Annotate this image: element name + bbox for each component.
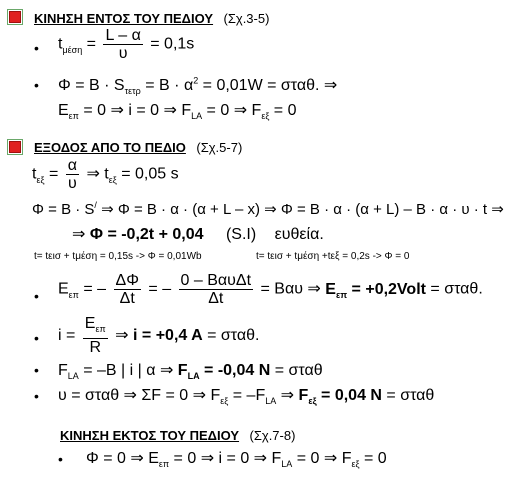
bullet: • <box>34 362 39 378</box>
s1-phi-end: = 0,01W = σταθ. ⇒ <box>198 77 338 94</box>
section-marker-square <box>9 11 21 23</box>
s3-c-sub: εξ <box>351 459 360 470</box>
s2-emf-den1: Δt <box>119 290 135 307</box>
s2-u-mid: = –F <box>228 387 266 404</box>
s2-note-2: t= tεισ + tμέση +tεξ = 0,2s -> Φ = 0 <box>256 251 410 262</box>
s2-i-mid: ⇒ <box>115 326 134 344</box>
s1-emf-line <box>58 100 297 121</box>
s1-t-den: υ <box>118 45 128 62</box>
bullet: • <box>34 77 39 93</box>
section-3-heading <box>60 427 295 445</box>
s1-l3a-sub: επ <box>68 111 79 122</box>
s2-i-num: E <box>84 315 96 332</box>
s2-t-sub: εξ <box>36 174 45 185</box>
s2-phi-result: Φ = -0,2t + 0,04 <box>89 226 204 243</box>
s1-flux-equation <box>58 75 337 96</box>
s2-t-den: υ <box>67 175 77 192</box>
section-1-heading <box>34 10 269 28</box>
s2-f-mid: = –B | i | α ⇒ <box>78 362 178 379</box>
s1-phi: Φ = B · S <box>58 77 125 94</box>
section-3-title: ΚΙΝΗΣΗ ΕΚΤΟΣ ΤΟΥ ΠΕΔΙΟΥ <box>60 428 240 443</box>
s2-phi-unit: (S.I) <box>225 226 257 243</box>
s1-time-equation: $t_{\mu έ\sigma\eta}$ = $\frac{L - \alpha}{\upsilon}$ = 0,1s <box>58 27 195 62</box>
s2-f-res-pre: F <box>177 362 188 379</box>
s2-emf-end: = σταθ. <box>425 280 483 298</box>
s2-emf-num1: ΔΦ <box>115 272 139 289</box>
s2-u-res-pre: F <box>298 387 309 404</box>
s2-time-equation <box>32 157 179 192</box>
s3-b-sub: LA <box>281 459 293 470</box>
s2-phi-line: Φ = B · S <box>32 201 95 218</box>
s2-i-num-wrap <box>83 315 108 339</box>
s2-t-sub2: εξ <box>108 174 117 185</box>
section-3-ref: (Σχ.7-8) <box>249 428 296 443</box>
s2-flux-line <box>32 200 504 218</box>
s2-f-res-sub: LA <box>187 371 200 382</box>
s2-emf-den2: Δt <box>208 290 224 307</box>
s1-t-fraction <box>103 27 142 62</box>
s2-current-equation <box>58 315 259 356</box>
s2-f-sub: LA <box>67 371 79 382</box>
s1-l3c-sub: εξ <box>261 111 270 122</box>
s2-t-eq: = <box>44 165 63 183</box>
s1-phi-sup: 2 <box>193 75 199 86</box>
section-2-ref: (Σχ.5-7) <box>196 140 243 155</box>
s2-i-lhs: i = <box>58 326 80 344</box>
bullet: • <box>34 388 39 404</box>
s2-i-den: R <box>89 339 102 357</box>
s1-l3b-sub: LA <box>191 111 203 122</box>
s2-emf-lhs: E <box>58 280 69 298</box>
s1-phi-rest: = B · α <box>140 77 194 94</box>
s2-u-line: υ = σταθ ⇒ ΣF = 0 ⇒ F <box>58 387 221 404</box>
s2-emf-num2: 0 – BαυΔt <box>180 272 252 289</box>
s1-l3a: E <box>58 102 69 119</box>
s2-emf-sub: επ <box>68 289 79 300</box>
s2-i-num-sub: επ <box>95 324 106 335</box>
s2-f-res: = -0,04 N <box>199 362 271 379</box>
s2-phi-desc: ευθεία. <box>274 226 324 243</box>
bullet: • <box>34 330 39 346</box>
s2-emf-eq2: = – <box>148 280 172 298</box>
s2-phi-pre: ⇒ <box>72 226 90 243</box>
s1-t-rhs: = 0,1s <box>150 35 195 53</box>
s2-u-sub2: LA <box>265 396 277 407</box>
s2-i-res: i = +0,4 A <box>133 326 203 344</box>
s2-u-sub1: εξ <box>220 396 229 407</box>
s2-emf-fraction-1 <box>114 272 141 307</box>
s2-u-mid2: ⇒ <box>276 387 299 404</box>
s2-t-fraction <box>66 157 79 192</box>
section-2-heading <box>34 139 242 157</box>
section-1-title: ΚΙΝΗΣΗ ΕΝΤΟΣ ΤΟΥ ΠΕΔΙΟΥ <box>34 11 214 26</box>
s2-flux-result <box>72 224 324 244</box>
section-1-ref: (Σχ.3-5) <box>223 11 270 26</box>
s3-equation <box>86 448 387 469</box>
s2-emf-eq: = – <box>78 280 107 298</box>
s3-b: = 0 ⇒ i = 0 ⇒ F <box>169 450 282 467</box>
s1-t-num: L – α <box>105 27 141 44</box>
s2-u-res-sub: εξ <box>308 396 317 407</box>
s3-c: = 0 ⇒ F <box>292 450 352 467</box>
s2-force-equation <box>58 360 323 381</box>
s2-emf-res: = +0,2Volt <box>347 280 426 298</box>
s2-u-res: = 0,04 N <box>316 387 382 404</box>
s2-phi-line-rest: ⇒ Φ = B · α · (α + L – x) ⇒ Φ = B · α · (α + L) – B · α · υ · t ⇒ <box>96 201 504 218</box>
s2-i-fraction <box>83 315 108 356</box>
s3-d: = 0 <box>359 450 387 467</box>
s1-l3b: = 0 ⇒ i = 0 ⇒ F <box>78 102 192 119</box>
s3-a-sub: επ <box>158 459 170 470</box>
bullet: • <box>34 288 39 304</box>
section-marker-square <box>9 141 21 153</box>
s2-f-lhs: F <box>58 362 68 379</box>
s1-l3d: = 0 <box>269 102 297 119</box>
s3-a: Φ = 0 ⇒ E <box>86 450 159 467</box>
s2-t-lhs: t <box>32 165 37 183</box>
s2-t-mid: ⇒ t <box>86 165 109 183</box>
s1-t-sub: μέση <box>62 44 83 55</box>
s2-emf-mid: = Bαυ ⇒ <box>260 280 326 298</box>
section-2-title: ΕΞΟΔΟΣ ΑΠΟ ΤΟ ΠΕΔΙΟ <box>34 140 186 155</box>
s2-emf-equation <box>58 272 483 307</box>
s2-velocity-equation <box>58 385 434 406</box>
s2-u-end: = σταθ <box>381 387 435 404</box>
bullet: • <box>34 40 39 56</box>
s2-f-end: = σταθ <box>270 362 323 379</box>
s1-phi-sub: τετρ <box>124 86 141 97</box>
s2-i-end: = σταθ. <box>202 326 260 344</box>
bullet: • <box>58 451 63 467</box>
s2-emf-res-sub: επ <box>335 289 348 300</box>
s2-note-1: t= tεισ + tμέση = 0,15s -> Φ = 0,01Wb <box>34 251 202 262</box>
s2-emf-fraction-2 <box>179 272 254 307</box>
s1-l3c: = 0 ⇒ F <box>202 102 262 119</box>
s1-t-lhs: t <box>58 35 63 53</box>
s2-emf-res-pre: E <box>325 280 336 298</box>
s2-t-rhs: = 0,05 s <box>116 165 179 183</box>
s2-phi-sup: / <box>94 200 97 210</box>
s2-t-num: α <box>67 157 77 174</box>
